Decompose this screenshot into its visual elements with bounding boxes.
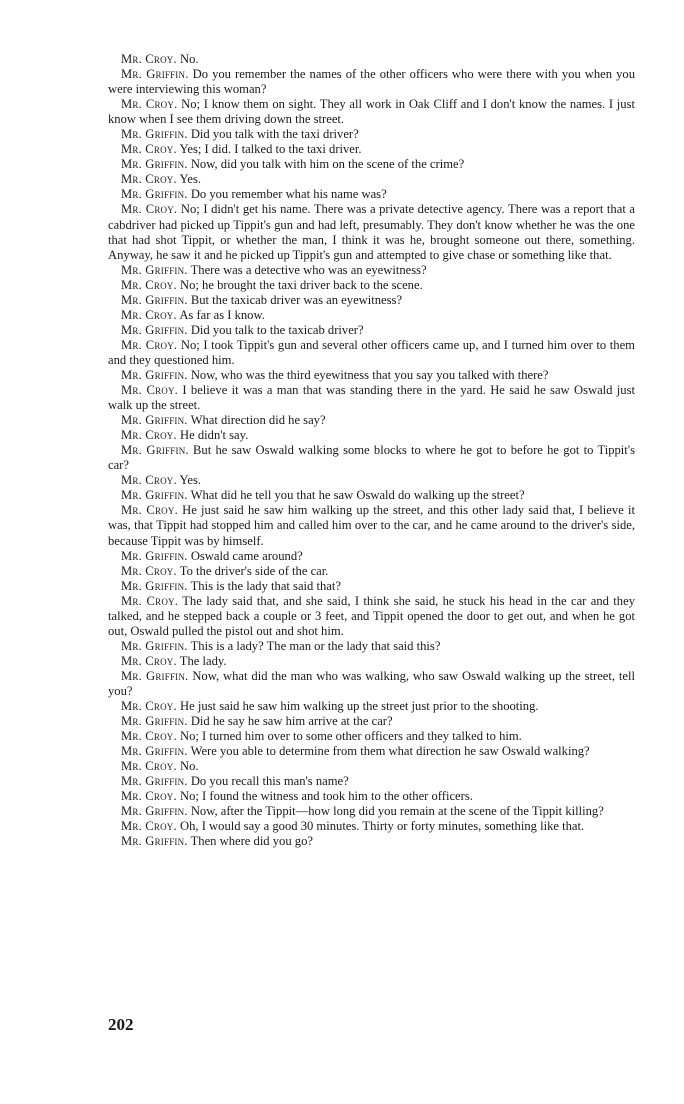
testimony-paragraph bbox=[108, 729, 635, 744]
speaker-name: Mr. Griffin. bbox=[121, 292, 188, 307]
speaker-name: Mr. Croy. bbox=[121, 97, 178, 112]
speaker-name: Mr. Griffin. bbox=[121, 638, 188, 653]
testimony-text: There was a detective who was an eyewitness? bbox=[190, 262, 427, 277]
testimony-text: No; I found the witness and took him to the other officers. bbox=[180, 789, 473, 804]
speaker-name: Mr. Croy. bbox=[121, 593, 179, 608]
testimony-text: The lady. bbox=[179, 653, 227, 668]
testimony-text: What direction did he say? bbox=[190, 413, 326, 428]
testimony-paragraph bbox=[108, 819, 635, 834]
testimony-text: Then where did you go? bbox=[190, 834, 313, 849]
testimony-text: No; I didn't get his name. There was a private detective agency. There was a report that a cabdriver had picked up Tippit's gun and had left, presumably. They don't know whether he was the one that had shot Tippit, or whether the man, I think it was he, brought someone out there, something. Anyway, he saw it and he picked up Tippit's gun and attempted to give chase or something like that. bbox=[108, 202, 635, 262]
testimony-text: But he saw Oswald walking some blocks to where he got to before he got to Tippit's car? bbox=[108, 443, 635, 473]
testimony-paragraph bbox=[108, 443, 635, 473]
testimony-text: Do you remember what his name was? bbox=[190, 187, 387, 202]
testimony-paragraph bbox=[108, 323, 635, 338]
speaker-name: Mr. Griffin. bbox=[121, 488, 188, 503]
testimony-text: This is the lady that said that? bbox=[190, 578, 341, 593]
testimony-paragraph bbox=[108, 413, 635, 428]
testimony-text: Do you remember the names of the other officers who were there with you when you were interviewing this woman? bbox=[108, 67, 636, 97]
speaker-name: Mr. Croy. bbox=[121, 202, 178, 217]
speaker-name: Mr. Griffin. bbox=[121, 367, 188, 382]
speaker-name: Mr. Griffin. bbox=[121, 443, 189, 458]
testimony-text: The lady said that, and she said, I think she said, he stuck his head in the car and they talked, and he stepped back a couple or 3 feet, and Tippit opened the door to get out, and when he got out, Oswald pulled the pistol out and shot him. bbox=[108, 593, 635, 638]
speaker-name: Mr. Croy. bbox=[121, 473, 177, 488]
speaker-name: Mr. Croy. bbox=[121, 383, 179, 398]
testimony-text: Were you able to determine from them what direction he saw Oswald walking? bbox=[190, 744, 590, 759]
testimony-paragraph bbox=[108, 97, 635, 127]
testimony-paragraph bbox=[108, 744, 635, 759]
speaker-name: Mr. Griffin. bbox=[121, 157, 188, 172]
testimony-text: Now, who was the third eyewitness that you say you talked with there? bbox=[190, 367, 549, 382]
speaker-name: Mr. Croy. bbox=[121, 699, 177, 714]
testimony-paragraph bbox=[108, 488, 635, 503]
speaker-name: Mr. Griffin. bbox=[121, 714, 188, 729]
testimony-text: Now, after the Tippit—how long did you remain at the scene of the Tippit killing? bbox=[190, 804, 604, 819]
testimony-paragraph bbox=[108, 428, 635, 443]
testimony-text: Yes. bbox=[179, 473, 202, 488]
testimony-text: Yes; I did. I talked to the taxi driver. bbox=[179, 142, 362, 157]
speaker-name: Mr. Griffin. bbox=[121, 804, 188, 819]
testimony-paragraph bbox=[108, 503, 635, 548]
speaker-name: Mr. Griffin. bbox=[121, 578, 188, 593]
speaker-name: Mr. Croy. bbox=[121, 428, 177, 443]
testimony-paragraph bbox=[108, 759, 635, 774]
testimony-text: Oh, I would say a good 30 minutes. Thirty or forty minutes, something like that. bbox=[180, 819, 585, 834]
testimony-text: No. bbox=[180, 759, 199, 774]
testimony-text: Did you talk to the taxicab driver? bbox=[190, 322, 364, 337]
page-number: 202 bbox=[108, 1015, 134, 1034]
testimony-text: Now, did you talk with him on the scene of the crime? bbox=[190, 157, 465, 172]
testimony-text: Oswald came around? bbox=[190, 548, 303, 563]
testimony-paragraph bbox=[108, 142, 635, 157]
speaker-name: Mr. Croy. bbox=[121, 337, 178, 352]
testimony-text: No; I took Tippit's gun and several other officers came up, and I turned him over to them and they questioned him. bbox=[108, 337, 635, 367]
speaker-name: Mr. Griffin. bbox=[121, 262, 188, 277]
speaker-name: Mr. Croy. bbox=[121, 52, 177, 66]
speaker-name: Mr. Griffin. bbox=[121, 668, 189, 683]
speaker-name: Mr. Croy. bbox=[121, 789, 177, 804]
speaker-name: Mr. Griffin. bbox=[121, 744, 188, 759]
testimony-paragraph bbox=[108, 172, 635, 187]
testimony-paragraph bbox=[108, 789, 635, 804]
testimony-text: To the driver's side of the car. bbox=[179, 563, 329, 578]
testimony-paragraph bbox=[108, 579, 635, 594]
speaker-name: Mr. Croy. bbox=[121, 729, 177, 744]
testimony-text: I believe it was a man that was standing there in the yard. He said he saw Oswald just walk up the street. bbox=[108, 383, 635, 413]
testimony-paragraph bbox=[108, 699, 635, 714]
speaker-name: Mr. Croy. bbox=[121, 819, 177, 834]
testimony-paragraph bbox=[108, 383, 635, 413]
testimony-paragraph bbox=[108, 338, 635, 368]
testimony-paragraph bbox=[108, 714, 635, 729]
testimony-text: Now, what did the man who was walking, who saw Oswald walking up the street, tell you? bbox=[108, 668, 635, 698]
speaker-name: Mr. Croy. bbox=[121, 277, 177, 292]
testimony-text: No; he brought the taxi driver back to the scene. bbox=[180, 277, 423, 292]
testimony-paragraph bbox=[108, 127, 635, 142]
testimony-paragraph bbox=[108, 804, 635, 819]
testimony-paragraph bbox=[108, 308, 635, 323]
testimony-paragraph bbox=[108, 202, 635, 262]
speaker-name: Mr. Griffin. bbox=[121, 187, 188, 202]
testimony-paragraph bbox=[108, 549, 635, 564]
testimony-text: No. bbox=[180, 52, 199, 66]
testimony-paragraph bbox=[108, 263, 635, 278]
testimony-text: He just said he saw him walking up the street, and this other lady said that, I believe it was, that Tippit had stopped him and called him over to the car, and he came around to the driver's side, because Tippit was by himself. bbox=[108, 503, 635, 548]
testimony-paragraph bbox=[108, 473, 635, 488]
testimony-text: He didn't say. bbox=[180, 428, 249, 443]
speaker-name: Mr. Griffin. bbox=[121, 774, 188, 789]
testimony-paragraph bbox=[108, 278, 635, 293]
testimony-paragraph bbox=[108, 368, 635, 383]
testimony-text: As far as I know. bbox=[179, 307, 265, 322]
testimony-text: No; I know them on sight. They all work in Oak Cliff and I don't know the names. I just know when I see them driving down the street. bbox=[108, 97, 635, 127]
testimony-transcript bbox=[108, 52, 635, 849]
speaker-name: Mr. Griffin. bbox=[121, 834, 188, 849]
testimony-text: What did he tell you that he saw Oswald do walking up the street? bbox=[190, 488, 525, 503]
testimony-text: No; I turned him over to some other officers and they talked to him. bbox=[180, 729, 522, 744]
speaker-name: Mr. Croy. bbox=[121, 307, 177, 322]
testimony-text: Did you talk with the taxi driver? bbox=[190, 127, 359, 142]
speaker-name: Mr. Griffin. bbox=[121, 322, 188, 337]
testimony-text: Yes. bbox=[179, 172, 202, 187]
speaker-name: Mr. Griffin. bbox=[121, 548, 188, 563]
speaker-name: Mr. Croy. bbox=[121, 759, 177, 774]
speaker-name: Mr. Griffin. bbox=[121, 67, 189, 82]
testimony-paragraph bbox=[108, 639, 635, 654]
speaker-name: Mr. Griffin. bbox=[121, 413, 188, 428]
speaker-name: Mr. Griffin. bbox=[121, 127, 188, 142]
testimony-paragraph bbox=[108, 157, 635, 172]
testimony-paragraph bbox=[108, 52, 635, 67]
testimony-paragraph bbox=[108, 293, 635, 308]
speaker-name: Mr. Croy. bbox=[121, 172, 177, 187]
testimony-paragraph bbox=[108, 67, 635, 97]
testimony-paragraph bbox=[108, 774, 635, 789]
testimony-paragraph bbox=[108, 654, 635, 669]
testimony-text: This is a lady? The man or the lady that said this? bbox=[190, 638, 441, 653]
speaker-name: Mr. Croy. bbox=[121, 142, 177, 157]
testimony-text: Do you recall this man's name? bbox=[190, 774, 349, 789]
testimony-text: He just said he saw him walking up the street just prior to the shooting. bbox=[180, 699, 539, 714]
testimony-paragraph bbox=[108, 187, 635, 202]
testimony-paragraph bbox=[108, 669, 635, 699]
testimony-paragraph bbox=[108, 594, 635, 639]
testimony-paragraph bbox=[108, 564, 635, 579]
testimony-text: But the taxicab driver was an eyewitness? bbox=[190, 292, 403, 307]
speaker-name: Mr. Croy. bbox=[121, 653, 177, 668]
speaker-name: Mr. Croy. bbox=[121, 503, 178, 518]
testimony-paragraph bbox=[108, 834, 635, 849]
speaker-name: Mr. Croy. bbox=[121, 563, 177, 578]
testimony-text: Did he say he saw him arrive at the car? bbox=[190, 714, 393, 729]
